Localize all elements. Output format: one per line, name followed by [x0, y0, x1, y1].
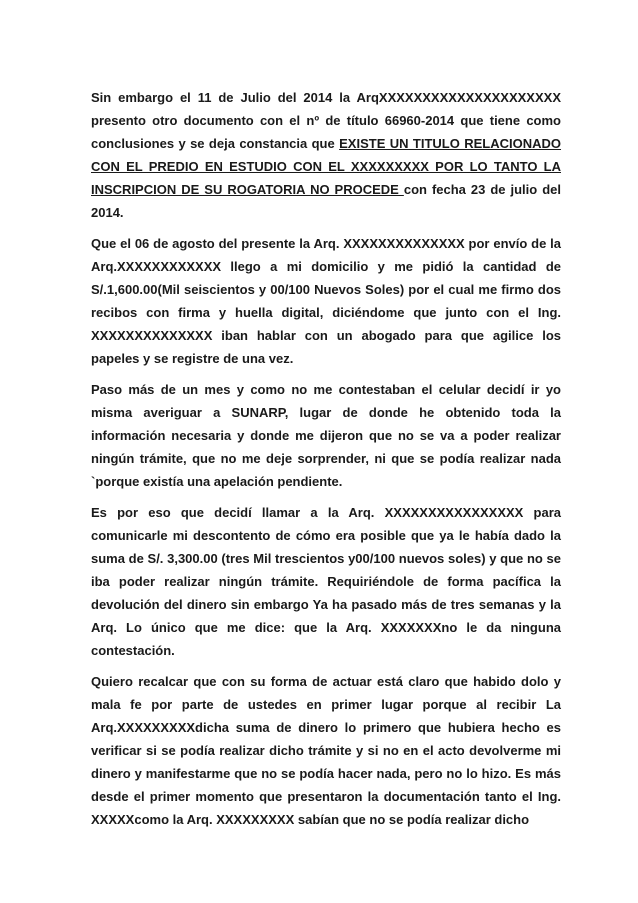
underlined-conclusion: EXISTE UN TITULO RELACIONADO CON EL PREDIO EN ESTUDIO CON EL XXXXXXXXX POR LO TANTO LA INSCRIPCION DE SU ROGATORIA NO PROCEDE [91, 136, 562, 197]
paragraph-3: Paso más de un mes y como no me contestaban el celular decidí ir yo misma averiguar a SUNARP, lugar de donde he obtenido toda la información necesaria y donde me dijeron que no se va a poder realizar ningún trámite, que no me deje sorprender, ni que se podía realizar nada `porque existía una apelación pendiente. [91, 382, 561, 489]
document-body [91, 86, 561, 839]
paragraph-2: Que el 06 de agosto del presente la Arq. XXXXXXXXXXXXXX por envío de la Arq.XXXXXXXXXXXX llego a mi domicilio y me pidió la cantidad de S/.1,600.00(Mil seiscientos y 00/100 Nuevos Soles) por el cual me firmo dos recibos con firma y huella digital, diciéndome que junto con el Ing. XXXXXXXXXXXXXX iban hablar con un abogado para que agilice los papeles y se registre de una vez. [91, 236, 561, 366]
paragraph-1-end: con fecha 23 de julio del 2014. [91, 182, 561, 220]
paragraph-4: Es por eso que decidí llamar a la Arq. XXXXXXXXXXXXXXXX para comunicarle mi descontento de cómo era posible que ya le había dado la suma de S/. 3,300.00 (tres Mil trescientos y00/100 nuevos soles) y que no se iba poder realizar ningún trámite. Requiriéndole de forma pacífica la devolución del dinero sin embargo Ya ha pasado más de tres semanas y la Arq. Lo único que me dice: que la Arq. XXXXXXXno le da ninguna contestación. [91, 505, 561, 658]
paragraph-5: Quiero recalcar que con su forma de actuar está claro que habido dolo y mala fe por parte de ustedes en primer lugar porque al recibir La Arq.XXXXXXXXXdicha suma de dinero lo primero que hubiera hecho es verificar si se podía realizar dicho trámite y si no en el acto devolverme mi dinero y manifestarme que no se podía hacer nada, pero no lo hizo. Es más desde el primer momento que presentaron la documentación tanto el Ing. XXXXXcomo la Arq. XXXXXXXXX sabían que no se podía realizar dicho [91, 674, 561, 827]
paragraph-1 [91, 86, 561, 224]
paragraph-1-intro: Sin embargo el 11 de Julio del 2014 la ArqXXXXXXXXXXXXXXXXXXXXX presento otro documento con el nº de título 66960-2014 que tiene como conclusiones y se deja constancia que [91, 90, 561, 151]
